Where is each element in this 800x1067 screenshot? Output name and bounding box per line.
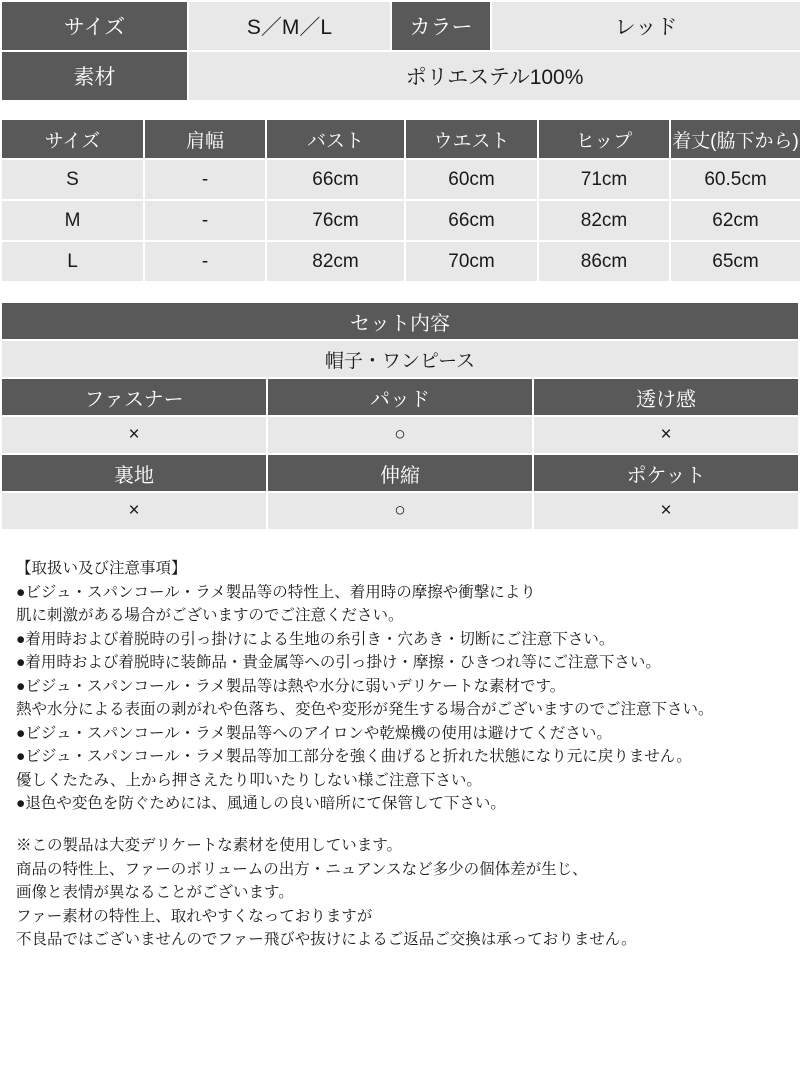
note-line: 優しくたたみ、上から押さえたり叩いたりしない様ご注意下さい。 (16, 771, 482, 789)
table-row (1, 200, 800, 241)
size-header-hip: ヒップ (538, 119, 670, 159)
note-line: 肌に刺激がある場合がございますのでご注意ください。 (16, 607, 404, 625)
size-table-wrapper (0, 118, 800, 283)
size-cell: 65cm (670, 241, 800, 282)
note-line: ●ビジュ・スパンコール・ラメ製品等へのアイロンや乾燥機の使用は避けてください。 (16, 724, 612, 742)
note-line-secondary: 画像と表情が異なることがございます。 (16, 884, 294, 902)
table-row (1, 241, 800, 282)
spec-value-material: ポリエステル100% (188, 51, 800, 101)
set-contents-header: セット内容 (1, 302, 799, 340)
feature-value-sheer: × (533, 416, 799, 454)
spec-label-material: 素材 (1, 51, 188, 101)
spec-row-size (1, 1, 800, 51)
size-cell: 60cm (405, 159, 538, 200)
feature-header-pocket: ポケット (533, 454, 799, 492)
table-row (1, 159, 800, 200)
feature-value-pad: ○ (267, 416, 533, 454)
size-cell: 82cm (266, 241, 405, 282)
feature-value-row-2 (1, 492, 799, 530)
note-line-secondary: 商品の特性上、ファーのボリュームの出方・ニュアンスなど多少の個体差が生じ、 (16, 860, 588, 878)
size-header-length: 着丈(脇下から) (670, 119, 800, 159)
feature-header-pad: パッド (267, 378, 533, 416)
size-cell: 60.5cm (670, 159, 800, 200)
feature-value-pocket: × (533, 492, 799, 530)
spec-label-color: カラー (391, 1, 491, 51)
spec-value-size: S／M／L (188, 1, 391, 51)
size-header-waist: ウエスト (405, 119, 538, 159)
note-line: ●退色や変色を防ぐためには、風通しの良い暗所にて保管して下さい。 (16, 795, 506, 813)
feature-header-row-1 (1, 378, 799, 416)
size-table (0, 118, 800, 283)
size-header-bust: バスト (266, 119, 405, 159)
size-cell: 66cm (266, 159, 405, 200)
size-cell: 76cm (266, 200, 405, 241)
size-header-shoulder: 肩幅 (144, 119, 266, 159)
feature-header-zipper: ファスナー (1, 378, 267, 416)
size-header-size: サイズ (1, 119, 144, 159)
size-table-header-row (1, 119, 800, 159)
size-cell: 71cm (538, 159, 670, 200)
spec-value-color: レッド (491, 1, 800, 51)
set-table (0, 301, 800, 531)
notes-gap (16, 816, 786, 834)
size-cell: - (144, 159, 266, 200)
note-line-secondary: ファー素材の特性上、取れやすくなっておりますが (16, 907, 373, 925)
size-cell: 82cm (538, 200, 670, 241)
note-line-secondary: 不良品ではございませんのでファー飛びや抜けによるご返品ご交換は承っておりません。 (16, 931, 637, 949)
size-cell: L (1, 241, 144, 282)
note-line: ●ビジュ・スパンコール・ラメ製品等加工部分を強く曲げると折れた状態になり元に戻りません。 (16, 748, 692, 766)
feature-value-row-1 (1, 416, 799, 454)
note-line: ●ビジュ・スパンコール・ラメ製品等の特性上、着用時の摩擦や衝撃により (16, 583, 536, 601)
feature-header-sheer: 透け感 (533, 378, 799, 416)
size-cell: M (1, 200, 144, 241)
feature-value-stretch: ○ (267, 492, 533, 530)
note-line: ●着用時および着脱時に装飾品・貴金属等への引っ掛け・摩擦・ひきつれ等にご注意下さい。 (16, 654, 661, 672)
spec-row-material (1, 51, 800, 101)
feature-header-stretch: 伸縮 (267, 454, 533, 492)
feature-value-zipper: × (1, 416, 267, 454)
note-line: ●着用時および着脱時の引っ掛けによる生地の糸引き・穴あき・切断にご注意下さい。 (16, 630, 615, 648)
set-value-row (1, 340, 799, 378)
note-line: ●ビジュ・スパンコール・ラメ製品等は熱や水分に弱いデリケートな素材です。 (16, 677, 566, 695)
set-contents-value: 帽子・ワンピース (1, 340, 799, 378)
spec-table (0, 0, 800, 102)
feature-value-lining: × (1, 492, 267, 530)
size-cell: 62cm (670, 200, 800, 241)
set-header-row (1, 302, 799, 340)
feature-header-row-2 (1, 454, 799, 492)
size-cell: 86cm (538, 241, 670, 282)
feature-header-lining: 裏地 (1, 454, 267, 492)
set-table-wrapper (0, 301, 800, 531)
size-cell: 70cm (405, 241, 538, 282)
notes-title: 【取扱い及び注意事項】 (16, 560, 187, 577)
note-line-secondary: ※この製品は大変デリケートな素材を使用しています。 (16, 837, 402, 855)
size-cell: - (144, 200, 266, 241)
spec-label-size: サイズ (1, 1, 188, 51)
size-cell: S (1, 159, 144, 200)
size-cell: - (144, 241, 266, 282)
note-line: 熱や水分による表面の剥がれや色落ち、変色や変形が発生する場合がございますのでご注意下さい。 (16, 701, 714, 719)
notes-section (0, 557, 800, 952)
size-cell: 66cm (405, 200, 538, 241)
